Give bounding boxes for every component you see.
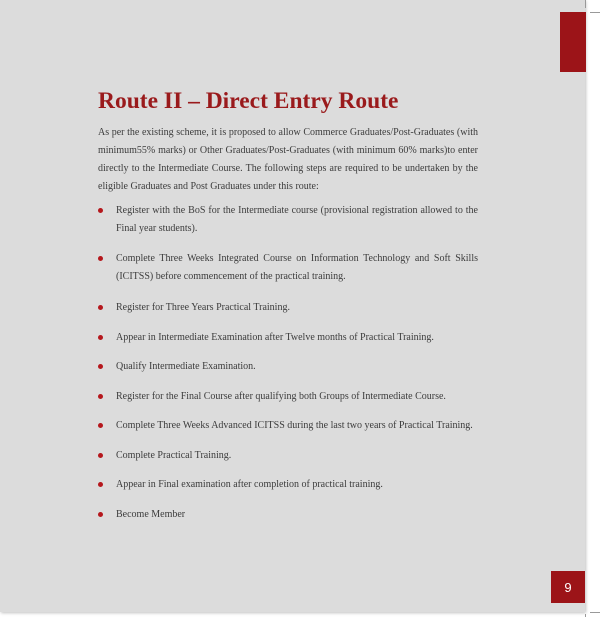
page-number: 9 (551, 571, 585, 603)
steps-list (98, 202, 478, 523)
list-item (98, 447, 478, 465)
intro-paragraph: As per the existing scheme, it is proposed to allow Commerce Graduates/Post-Graduates (with minimum55% marks) or Other Graduates/Post-Graduates (with minimum 60% marks)to enter directly to the Intermediate Course. The following steps are required to be undertaken by the eligible Graduates and Post Graduates under this route: (98, 127, 478, 192)
step-text: Register for Three Years Practical Training. (116, 302, 290, 313)
crop-mark (590, 12, 600, 13)
bullet-icon (98, 208, 103, 213)
step-text: Complete Practical Training. (116, 449, 232, 461)
step-text: Appear in Final examination after completion of practical training. (116, 479, 383, 490)
bullet-icon (98, 512, 103, 517)
list-item (98, 358, 478, 376)
list-item (98, 506, 478, 524)
step-text: Appear in Intermediate Examination after Twelve months of Practical Training. (116, 331, 434, 343)
bullet-icon (98, 394, 103, 399)
list-item (98, 388, 478, 406)
bullet-icon (98, 423, 103, 428)
list-item (98, 202, 478, 237)
step-text: Complete Three Weeks Integrated Course on Information Technology and Soft Skills (ICITSS) before commencement of the practical training. (116, 253, 478, 282)
list-item (98, 299, 478, 317)
step-text: Qualify Intermediate Examination. (116, 361, 256, 372)
page-title: Route II – Direct Entry Route (98, 88, 399, 114)
step-text: Register for the Final Course after qualifying both Groups of Intermediate Course. (116, 390, 446, 402)
step-text: Complete Three Weeks Advanced ICITSS during the last two years of Practical Training. (116, 420, 473, 431)
crop-mark (590, 612, 600, 613)
list-item (98, 417, 478, 435)
list-item (98, 476, 478, 494)
step-text: Become Member (116, 508, 186, 520)
bullet-icon (98, 305, 103, 310)
bullet-icon (98, 256, 103, 261)
step-text: Register with the BoS for the Intermediate course (provisional registration allowed to the Final year students). (116, 205, 478, 234)
bullet-icon (98, 482, 103, 487)
crop-mark (585, 0, 586, 8)
bullet-icon (98, 364, 103, 369)
bullet-icon (98, 453, 103, 458)
list-item (98, 329, 478, 347)
list-item (98, 250, 478, 285)
bullet-icon (98, 335, 103, 340)
chapter-tab (560, 12, 586, 72)
